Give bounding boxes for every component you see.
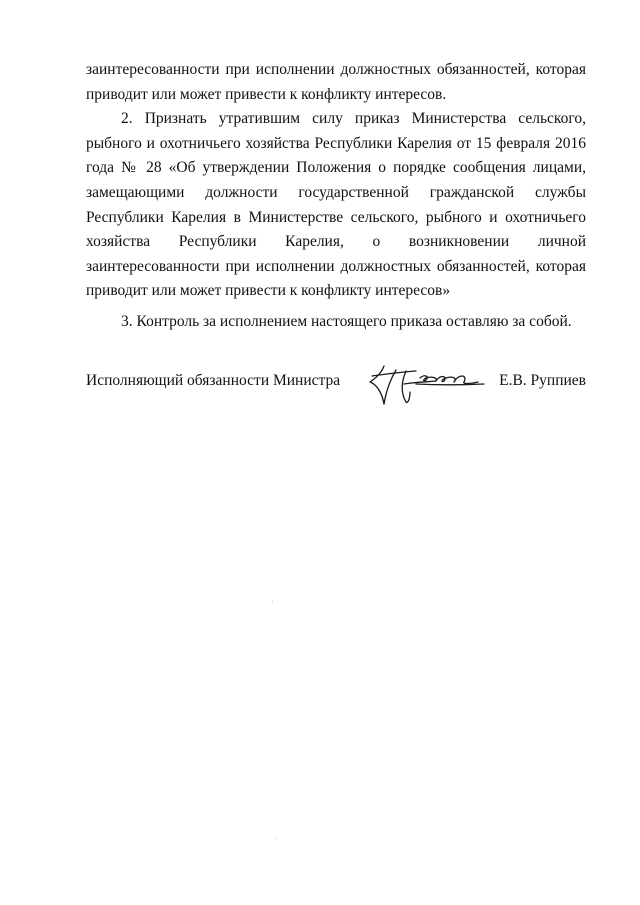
scan-speck	[275, 838, 276, 839]
signatory-position: Исполняющий обязанности Министра	[86, 372, 341, 389]
paragraph-3: 3. Контроль за исполнением настоящего приказа оставляю за собой.	[121, 312, 572, 330]
paragraph-1-line-2: приводит или может привести к конфликту интересов.	[86, 85, 447, 103]
signatory-name: Е.В. Руппиев	[499, 372, 586, 389]
paragraph-1-line-1: заинтересованности при исполнении должностных обязанностей, которая	[86, 61, 586, 78]
handwritten-signature	[366, 362, 496, 408]
paragraph-2: 2. Признать утратившим силу приказ Министерства сельского, рыбного и охотничьего хозяйства Республики Карелия от 15 февраля 2016 года № 28 «Об утверждении Положения о порядке сообщения лицами, замещающими должности государственной гражданской службы Республики Карелия в Министерстве сельского, рыбного и охотничьего хозяйства Республики Карелия, о возникновении личной заинтересованности при исполнении должностных обязанностей, которая приводит или может привести к конфликту интересов»	[86, 110, 586, 300]
document-body	[86, 58, 586, 335]
signature-block	[86, 372, 586, 422]
scan-speck	[272, 601, 273, 602]
